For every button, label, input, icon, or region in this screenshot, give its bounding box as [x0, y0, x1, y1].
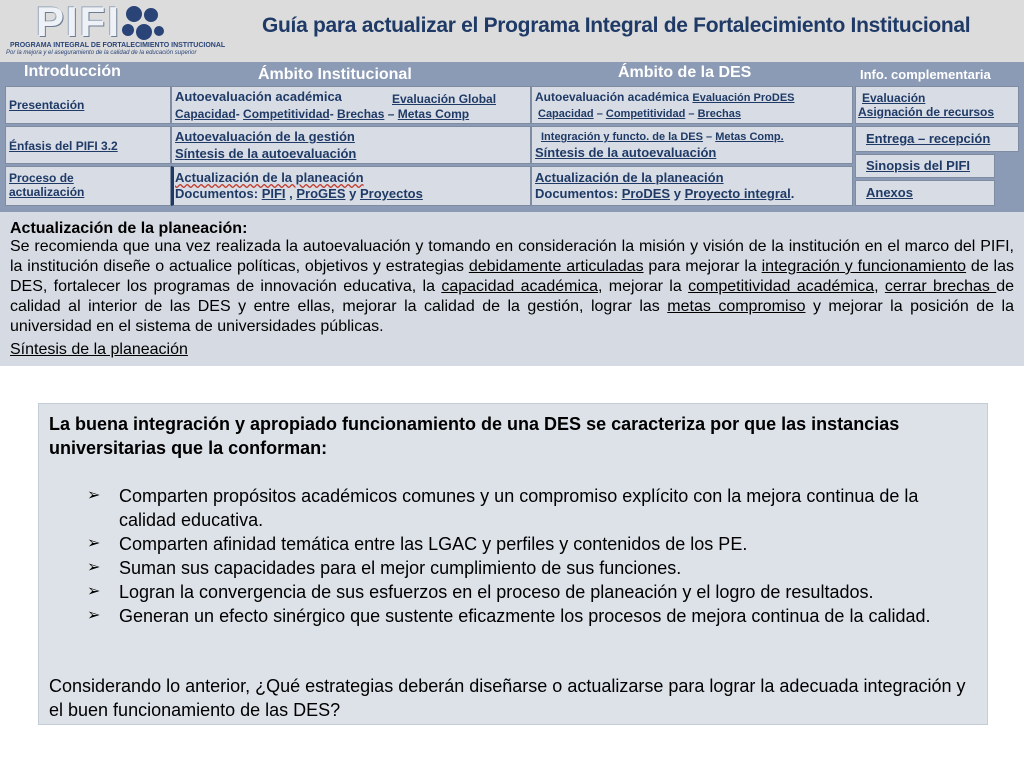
logo-subtitle: PROGRAMA INTEGRAL DE FORTALECIMIENTO INSTITUCIONAL: [10, 42, 226, 49]
nav-cell-inst-gestion: [171, 126, 531, 164]
link-integracion-funcionamiento[interactable]: integración y funcionamiento: [761, 258, 967, 275]
desc-text-5: ,: [874, 278, 885, 295]
arrow-bullet-icon: ➢: [87, 583, 101, 600]
logo-tagline: Por la mejora y el aseguramiento de la calidad de la educación superior: [6, 50, 197, 56]
link-inst-metas[interactable]: Metas Comp: [397, 107, 470, 121]
desc-text-2: para mejorar la: [643, 258, 762, 275]
logo-word: PIFI: [36, 0, 122, 45]
description-body: [10, 237, 1014, 337]
list-item: [87, 604, 957, 628]
link-inst-brechas[interactable]: Brechas: [337, 107, 385, 121]
pifi-logo: [4, 0, 226, 58]
link-cerrar-brechas[interactable]: cerrar brechas: [884, 278, 997, 295]
link-des-capacidad[interactable]: Capacidad: [538, 108, 594, 120]
link-debidamente-articuladas[interactable]: debidamente articuladas: [468, 258, 644, 275]
inst-y: y: [349, 186, 357, 201]
page-title: Guía para actualizar el Programa Integral de Fortalecimiento Institucional: [262, 14, 971, 37]
panel-question: Considerando lo anterior, ¿Qué estrategias deberán diseñarse o actualizarse para lograr la adecuada integración y el buen funcionamiento de las DES?: [49, 676, 966, 720]
description-section: [0, 212, 1024, 366]
link-competitividad-academica[interactable]: competitividad académica: [688, 278, 875, 295]
arrow-bullet-icon: ➢: [87, 559, 101, 576]
nav-cell-des-actualizacion: [531, 166, 853, 206]
link-proyecto-integral[interactable]: Proyecto integral: [684, 186, 791, 201]
desc-text-4: , mejorar la: [597, 278, 689, 295]
list-item-text: Logran la convergencia de sus esfuerzos en el proceso de planeación y el logro de resultados.: [119, 582, 874, 602]
list-item: [87, 556, 957, 580]
link-integracion-functo[interactable]: Integración y functo. de la DES: [541, 131, 703, 143]
link-enfasis[interactable]: Énfasis del PIFI 3.2: [9, 139, 118, 153]
nav-cell-enfasis[interactable]: [5, 126, 171, 164]
nav-header-introduccion[interactable]: Introducción: [24, 63, 121, 80]
link-inst-competitividad[interactable]: Competitividad: [243, 107, 330, 121]
link-evaluacion-prodes[interactable]: Evaluación ProDES: [692, 92, 795, 104]
link-proyectos[interactable]: Proyectos: [359, 186, 423, 201]
list-item: [87, 532, 957, 556]
link-inst-sintesis[interactable]: Síntesis de la autoevaluación: [175, 146, 357, 161]
nav-cell-entrega[interactable]: [855, 126, 1019, 152]
link-sinopsis[interactable]: Sinopsis del PIFI: [866, 158, 971, 173]
desc-text-3: de las DES, fortalecer los programas de innovación educativa, la: [10, 258, 1015, 295]
nav-cell-evaluacion: [855, 86, 1019, 124]
nav-cell-presentacion[interactable]: [5, 86, 171, 124]
link-inst-capacidad[interactable]: Capacidad: [175, 107, 236, 121]
content-panel: [38, 403, 988, 725]
nav-cell-des-integracion: [531, 126, 853, 164]
des-documentos-label: Documentos:: [535, 186, 619, 201]
list-item-text: Generan un efecto sinérgico que sustente eficazmente los procesos de mejora continua de la calidad.: [119, 606, 931, 626]
navigation-grid: [0, 62, 1024, 212]
nav-cell-anexos[interactable]: [855, 180, 995, 206]
inst-documentos-label: Documentos:: [175, 186, 259, 201]
link-presentacion[interactable]: Presentación: [9, 98, 85, 112]
arrow-bullet-icon: ➢: [87, 607, 101, 624]
inst-documentos-row: Documentos: PIFI , ProGES y Proyectos: [175, 186, 423, 201]
header: [0, 0, 1024, 62]
link-capacidad-academica[interactable]: capacidad académica: [441, 278, 598, 295]
link-metas-compromiso[interactable]: metas compromiso: [667, 298, 806, 315]
link-proceso-actualizacion[interactable]: Proceso de actualización: [9, 171, 85, 199]
link-des-brechas[interactable]: Brechas: [697, 108, 741, 120]
link-sintesis-planeacion[interactable]: Síntesis de la planeación: [10, 341, 188, 358]
des-y: y: [673, 186, 681, 201]
link-evaluacion-global[interactable]: Evaluación Global: [392, 92, 497, 106]
nav-cell-sinopsis[interactable]: [855, 154, 995, 178]
link-des-competitividad[interactable]: Competitividad: [605, 108, 686, 120]
arrow-bullet-icon: ➢: [87, 487, 101, 504]
list-item-text: Comparten propósitos académicos comunes y un compromiso explícito con la mejora continua de la calidad educativa.: [119, 486, 919, 530]
nav-cell-inst-autoevaluacion: [171, 86, 531, 124]
link-des-metas[interactable]: Metas Comp.: [715, 131, 784, 143]
desc-text-1: Se recomienda que una vez realizada la autoevaluación y tomando en consideración la misión y visión de la institución en el marco del PIFI, la institución diseñe o actualice políticas, objetivos y estrategias: [10, 238, 1014, 275]
list-item: [87, 484, 957, 532]
desc-text-7: y mejorar la posición de la universidad en el sistema de universidades públicas.: [10, 298, 1015, 335]
link-evaluacion[interactable]: Evaluación: [862, 91, 926, 105]
link-pifi[interactable]: PIFI: [261, 186, 286, 201]
link-autoeval-gestion[interactable]: Autoevaluación de la gestión: [175, 129, 355, 144]
panel-intro: La buena integración y apropiado funcionamiento de una DES se caracteriza por que las instancias universitarias que la conforman:: [49, 414, 900, 458]
arrow-bullet-icon: ➢: [87, 535, 101, 552]
description-title: Actualización de la planeación:: [10, 220, 248, 237]
link-prodes[interactable]: ProDES: [621, 186, 671, 201]
current-actualizacion-planeacion[interactable]: Actualización de la planeación: [175, 170, 364, 185]
list-item-text: Suman sus capacidades para el mejor cumplimiento de sus funciones.: [119, 558, 682, 578]
list-item-text: Comparten afinidad temática entre las LGAC y perfiles y contenidos de los PE.: [119, 534, 748, 554]
des-integracion-row: Integración y functo. de la DES – Metas Comp.: [541, 131, 784, 143]
link-des-actualizacion[interactable]: Actualización de la planeación: [535, 170, 724, 185]
nav-header-ambito-institucional[interactable]: Ámbito Institucional: [258, 66, 412, 83]
characteristics-list: [87, 484, 957, 628]
nav-header-info-complementaria[interactable]: Info. complementaria: [860, 67, 991, 82]
link-asignacion-recursos[interactable]: Asignación de recursos: [858, 105, 995, 119]
des-documentos-row: Documentos: ProDES y Proyecto integral.: [535, 186, 795, 201]
list-item: [87, 580, 957, 604]
link-entrega-recepcion[interactable]: Entrega – recepción: [866, 131, 991, 146]
des-autoeval-row: [535, 90, 795, 105]
link-des-sintesis[interactable]: Síntesis de la autoevaluación: [535, 145, 717, 160]
inst-autoeval-label: Autoevaluación académica: [175, 89, 342, 104]
des-autoeval-label: Autoevaluación académica: [535, 90, 690, 104]
desc-text-6: de calidad al interior de las DES y entre ellas, mejorar la calidad de la gestión, lograr las: [10, 278, 1015, 315]
inst-indicators-row: Capacidad- Competitividad- Brechas – Metas Comp: [175, 107, 470, 121]
nav-cell-inst-actualizacion: [171, 166, 531, 206]
link-anexos[interactable]: Anexos: [866, 185, 913, 200]
logo-circles-icon: [122, 6, 166, 46]
nav-cell-des-autoevaluacion: [531, 86, 853, 124]
link-proges[interactable]: ProGES: [296, 186, 346, 201]
nav-header-ambito-des[interactable]: Ámbito de la DES: [618, 64, 752, 81]
des-indicators-row: Capacidad – Competitividad – Brechas: [538, 108, 741, 120]
nav-cell-proceso[interactable]: [5, 166, 171, 206]
